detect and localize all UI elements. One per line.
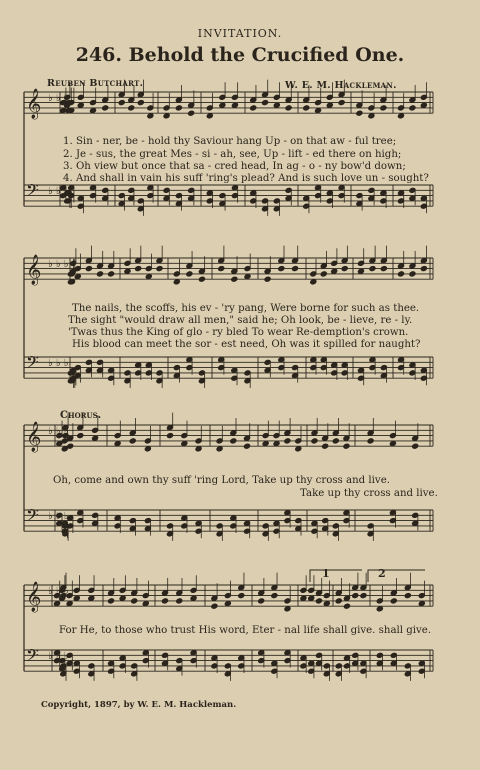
chorus-label: Chorus. <box>60 410 102 421</box>
composer-credit: W. E. M. Hackleman. <box>285 80 397 91</box>
note-head <box>335 598 342 604</box>
note-head <box>108 271 115 277</box>
verse-2-line-2: The sight "would draw all men," said he; Oh look, be - lieve, re - ly. <box>68 315 413 326</box>
note-head <box>420 266 427 272</box>
note-head <box>156 266 163 272</box>
note-head <box>97 271 104 277</box>
flat-icon: ♭ ♭ ♭ <box>48 259 69 270</box>
chorus-line-2: For He, to those who trust His word, Eter - nal life shall give. shall give. <box>59 625 432 636</box>
note-head <box>114 441 121 447</box>
note-head <box>244 443 251 449</box>
note-head <box>135 266 142 272</box>
section-heading: INVITATION. <box>197 27 283 40</box>
note-head <box>66 601 73 607</box>
hymn-number: 246. <box>75 44 122 66</box>
note-head <box>308 595 315 601</box>
note-head <box>404 593 411 599</box>
note-head <box>250 105 257 111</box>
note-head <box>271 593 278 599</box>
verse-2-line-3: 'Twas thus the King of glo - ry bled To wear Re-demption's crown. <box>68 327 409 338</box>
note-head <box>338 100 345 106</box>
note-head <box>224 601 231 607</box>
first-ending-bracket <box>310 567 362 582</box>
note-head <box>56 441 63 447</box>
flat-icon: ♭ ♭ ♭ <box>48 358 69 369</box>
note-head <box>409 271 416 277</box>
note-head <box>343 443 350 449</box>
treble-clef-icon: 𝄞 <box>26 582 42 612</box>
note-head <box>181 441 188 447</box>
note-head <box>360 593 367 599</box>
lyricist-credit: Reuben Butchart. <box>47 78 144 89</box>
note-head <box>244 274 251 280</box>
note-head <box>195 446 202 452</box>
note-head <box>412 443 419 449</box>
note-head <box>358 268 365 274</box>
note-head <box>273 102 280 108</box>
note-head <box>369 266 376 272</box>
note-head <box>147 113 154 119</box>
note-head <box>420 102 427 108</box>
treble-clef-icon: 𝄞 <box>26 422 42 452</box>
note-head <box>85 266 92 272</box>
bass-clef-icon: 𝄢 <box>26 645 39 669</box>
verse-1-line-2: 2. Je - sus, the great Mes - si - ah, see, Up - lift - ed there on high; <box>63 149 402 160</box>
note-head <box>142 601 149 607</box>
note-head <box>320 271 327 277</box>
note-head <box>418 601 425 607</box>
note-head <box>190 595 197 601</box>
note-head <box>231 276 238 282</box>
note-head <box>61 446 68 452</box>
note-head <box>218 266 225 272</box>
note-head <box>231 102 238 108</box>
note-head <box>206 113 213 119</box>
note-head <box>262 100 269 106</box>
note-head <box>74 274 81 280</box>
note-head <box>300 595 307 601</box>
note-head <box>175 105 182 111</box>
note-head <box>163 113 170 119</box>
bass-clef-icon: 𝄢 <box>26 505 39 529</box>
note-head <box>352 593 359 599</box>
note-head <box>262 441 269 447</box>
note-head <box>108 598 115 604</box>
flat-icon: ♭ ♭ ♭ <box>48 586 69 597</box>
verse-1-line-3: 3. Oh view but once that sa - cred head, In ag - o - ny bow'd down; <box>63 161 406 172</box>
note-head <box>295 446 302 452</box>
note-head <box>367 438 374 444</box>
note-head <box>167 433 174 439</box>
note-head <box>376 606 383 612</box>
note-head <box>398 271 405 277</box>
note-head <box>128 105 135 111</box>
note-head <box>102 105 109 111</box>
flat-icon: ♭ ♭ ♭ <box>48 651 69 662</box>
verse-2-line-1: The nails, the scoffs, his ev - 'ry pang, Were borne for such as thee. <box>72 303 420 314</box>
note-head <box>119 595 126 601</box>
note-head <box>344 603 351 609</box>
note-head <box>92 435 99 441</box>
second-ending-number: 2 <box>378 567 386 580</box>
note-head <box>332 438 339 444</box>
note-head <box>310 279 317 285</box>
note-head <box>389 441 396 447</box>
verse-1-line-1: 1. Sin - ner, be - hold thy Saviour hang Up - on that aw - ful tree; <box>63 136 397 147</box>
note-head <box>188 110 195 116</box>
note-head <box>380 105 387 111</box>
note-head <box>186 271 193 277</box>
flat-icon: ♭ ♭ ♭ <box>48 511 69 522</box>
note-head <box>323 601 330 607</box>
note-head <box>198 276 205 282</box>
note-head <box>230 438 237 444</box>
note-head <box>341 266 348 272</box>
note-head <box>216 446 223 452</box>
note-head <box>326 102 333 108</box>
note-head <box>264 276 271 282</box>
note-head <box>398 113 405 119</box>
note-head <box>292 266 299 272</box>
note-head <box>284 606 291 612</box>
note-head <box>77 102 84 108</box>
note-head <box>316 598 323 604</box>
hymn-name: Behold the Crucified One. <box>128 44 405 66</box>
note-head <box>331 268 338 274</box>
note-head <box>176 598 183 604</box>
note-head <box>124 268 131 274</box>
flat-icon: ♭ ♭ ♭ <box>48 93 69 104</box>
note-head <box>380 266 387 272</box>
flat-icon: ♭ ♭ ♭ <box>48 426 69 437</box>
note-head <box>238 593 245 599</box>
note-head <box>303 105 310 111</box>
verse-2-line-4: His blood can meet the sor - est need, Oh was it spilled for naught? <box>72 339 421 350</box>
note-head <box>118 100 125 106</box>
bass-clef-icon: 𝄢 <box>26 180 39 204</box>
note-head <box>278 266 285 272</box>
note-head <box>77 433 84 439</box>
verse-1-line-4: 4. And shall in vain his suff 'ring's plead? And is such love un - sought? <box>63 173 429 184</box>
note-head <box>131 598 138 604</box>
note-head <box>211 603 218 609</box>
note-head <box>258 598 265 604</box>
copyright-notice: Copyright, 1897, by W. E. M. Hackleman. <box>41 700 237 710</box>
note-head <box>311 438 318 444</box>
note-head <box>219 102 226 108</box>
note-head <box>285 105 292 111</box>
note-head <box>322 443 329 449</box>
note-head <box>173 279 180 285</box>
note-head <box>54 601 61 607</box>
note-head <box>356 110 363 116</box>
note-head <box>162 598 169 604</box>
note-head <box>129 438 136 444</box>
note-head <box>90 108 97 114</box>
chorus-line-1-echo: Take up thy cross and live. <box>300 488 438 499</box>
first-ending-number: 1 <box>322 567 330 580</box>
flat-icon: ♭ ♭ ♭ <box>48 186 69 197</box>
note-head <box>145 274 152 280</box>
note-head <box>144 446 151 452</box>
note-head <box>73 595 80 601</box>
note-head <box>315 108 322 114</box>
note-head <box>137 100 144 106</box>
treble-clef-icon: 𝄞 <box>26 255 42 285</box>
treble-clef-icon: 𝄞 <box>26 89 42 119</box>
bass-clef-icon: 𝄢 <box>26 352 39 376</box>
note-head <box>390 598 397 604</box>
note-head <box>273 441 280 447</box>
chorus-line-1: Oh, come and own thy suff 'ring Lord, Take up thy cross and live. <box>53 475 390 486</box>
note-head <box>368 113 375 119</box>
note-head <box>284 438 291 444</box>
note-head <box>88 595 95 601</box>
note-head <box>409 105 416 111</box>
